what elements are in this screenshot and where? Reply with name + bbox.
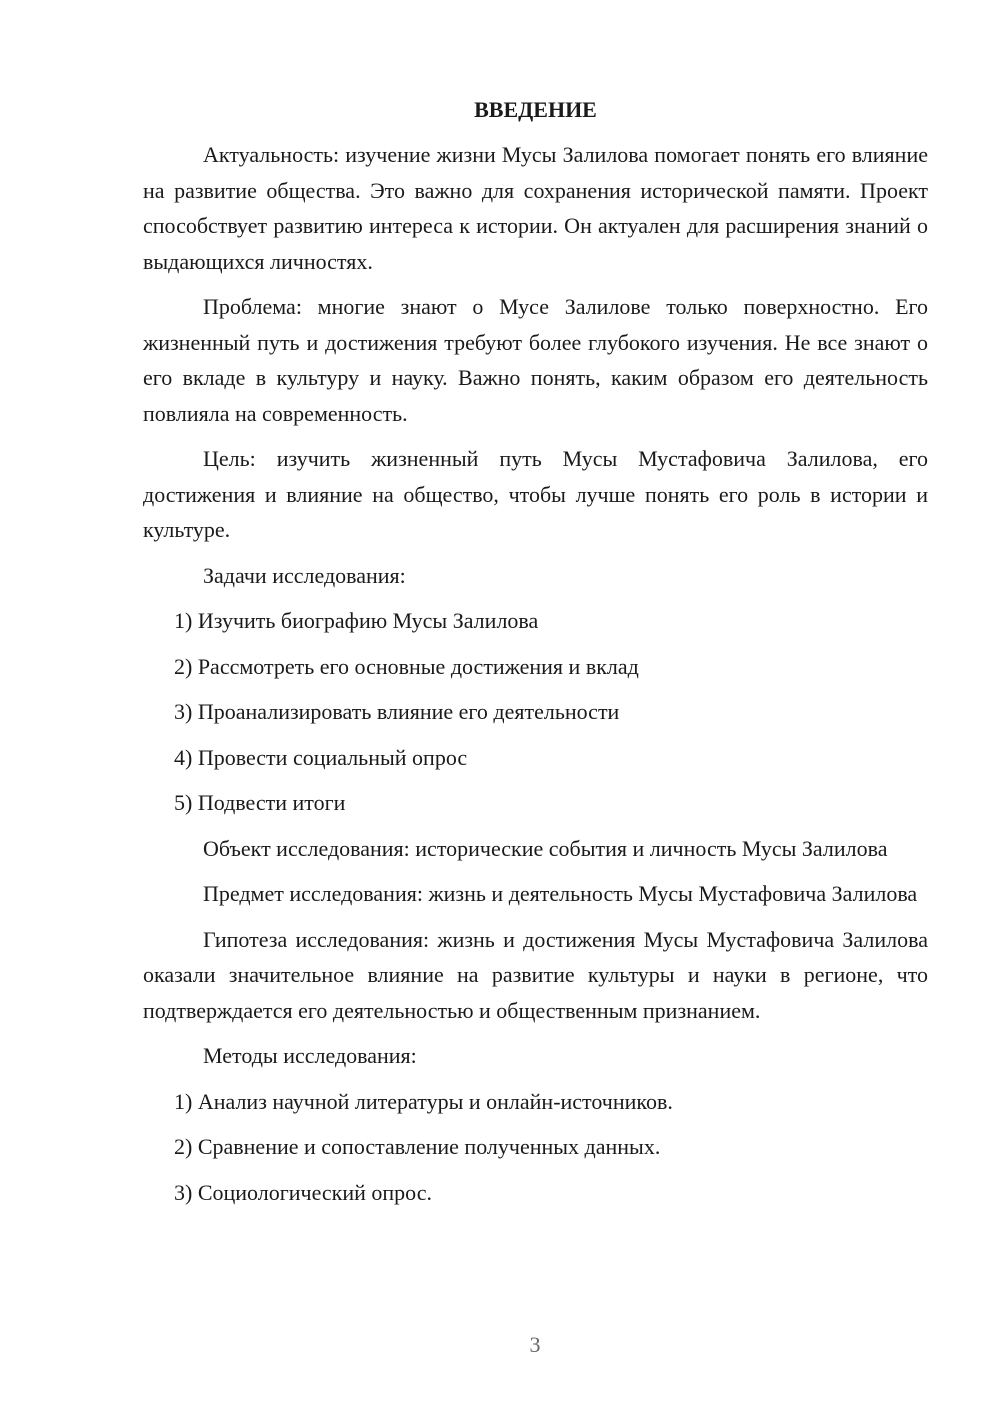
tasks-list bbox=[143, 603, 928, 821]
task-item: 5) Подвести итоги bbox=[174, 790, 346, 815]
object-paragraph: Объект исследования: исторические события и личность Мусы Залилова bbox=[203, 835, 888, 861]
method-item: 3) Социологический опрос. bbox=[174, 1179, 432, 1205]
page-number: 3 bbox=[529, 1332, 541, 1357]
method-item: 1) Анализ научной литературы и онлайн-источников. bbox=[174, 1088, 673, 1114]
relevance-paragraph: Актуальность: изучение жизни Мусы Залилова помогает понять его влияние на развитие общества. Это важно для сохранения исторической памяти. Проект способствует развитию интереса к истории. Он актуален для расширения знаний о выдающихся личностях. bbox=[143, 142, 928, 274]
task-item: 1) Изучить биографию Мусы Залилова bbox=[174, 608, 539, 633]
task-item: 2) Рассмотреть его основные достижения и вклад bbox=[174, 653, 639, 679]
task-item: 3) Проанализировать влияние его деятельности bbox=[174, 699, 620, 724]
method-item: 2) Сравнение и сопоставление полученных данных. bbox=[174, 1134, 661, 1159]
task-item: 4) Провести социальный опрос bbox=[174, 744, 468, 770]
methods-list bbox=[143, 1084, 928, 1211]
problem-paragraph: Проблема: многие знают о Мусе Залилове только поверхностно. Его жизненный путь и достижения требуют более глубокого изучения. Не все знают о его вкладе в культуру и науку. Важно понять, каким образом его деятельность повлияла на современность. bbox=[143, 294, 928, 426]
subject-paragraph: Предмет исследования: жизнь и деятельность Мусы Мустафовича Залилова bbox=[203, 881, 918, 906]
document-page bbox=[143, 92, 928, 1220]
page-title: ВВЕДЕНИЕ bbox=[474, 97, 597, 122]
hypothesis-paragraph: Гипотеза исследования: жизнь и достижения Мусы Мустафовича Залилова оказали значительное влияние на развитие культуры и науки в регионе, что подтверждается его деятельностью и общественным признанием. bbox=[143, 926, 928, 1023]
tasks-title: Задачи исследования: bbox=[203, 562, 406, 588]
goal-paragraph: Цель: изучить жизненный путь Мусы Мустафовича Залилова, его достижения и влияние на общество, чтобы лучше понять его роль в истории и культуре. bbox=[143, 446, 928, 542]
methods-title: Методы исследования: bbox=[203, 1043, 417, 1068]
